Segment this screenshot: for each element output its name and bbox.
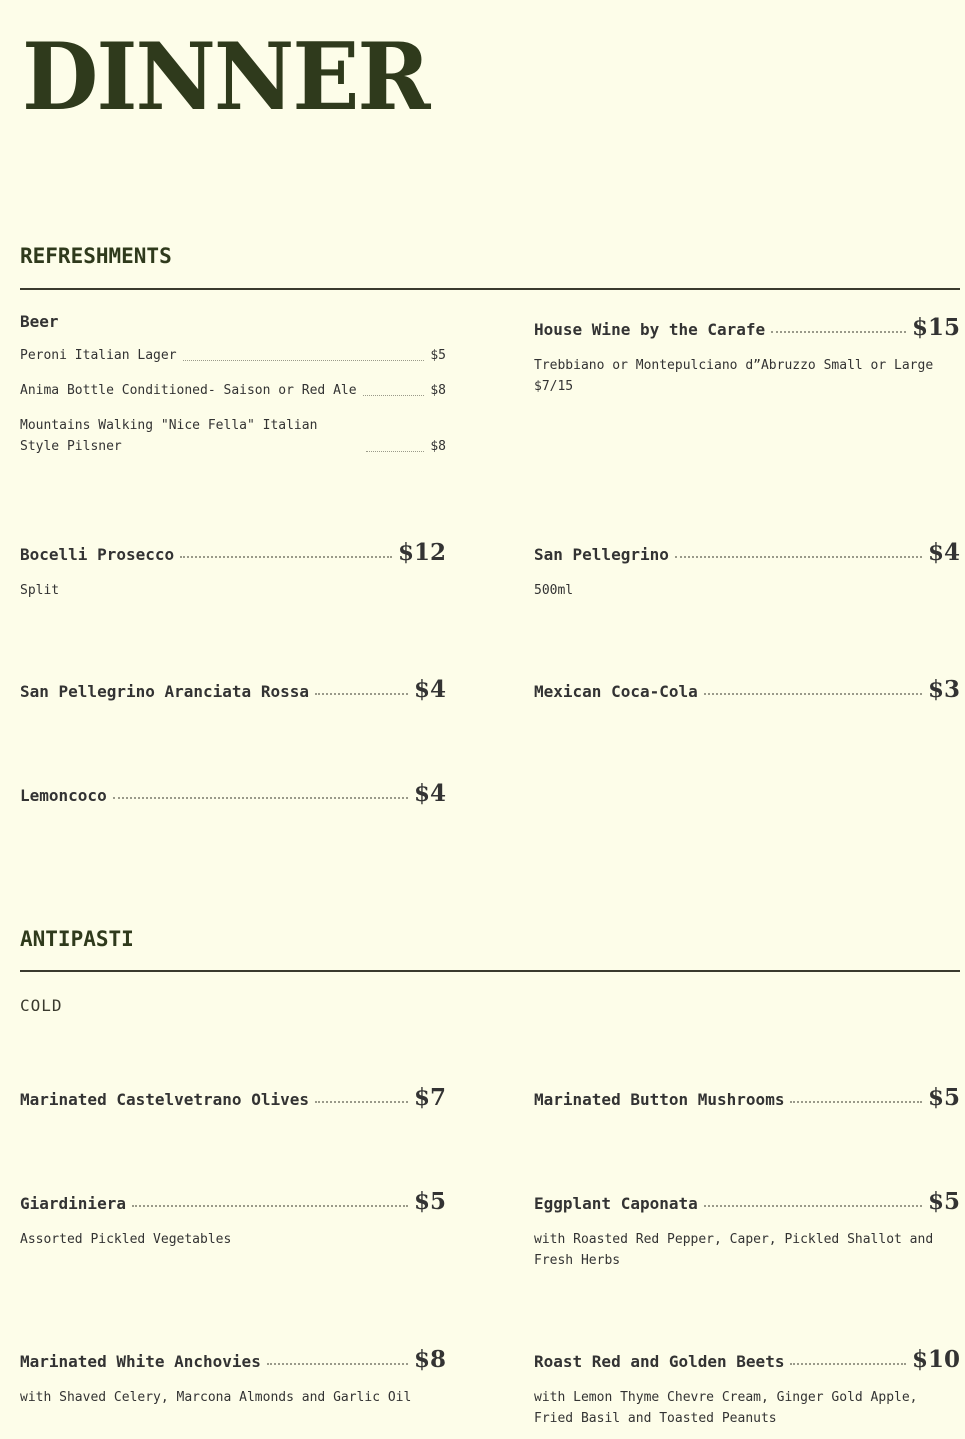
section-divider bbox=[20, 970, 960, 972]
menu-item-house-wine bbox=[534, 314, 960, 397]
item-price: $15 bbox=[911, 314, 960, 341]
item-name: Lemoncoco bbox=[20, 786, 107, 805]
menu-subitem bbox=[20, 345, 446, 366]
dot-leader bbox=[366, 451, 424, 452]
menu-item-coca-cola bbox=[534, 676, 960, 703]
item-price: $5 bbox=[927, 1084, 960, 1111]
dot-leader bbox=[675, 556, 922, 558]
item-name: Roast Red and Golden Beets bbox=[534, 1352, 785, 1371]
item-price: $10 bbox=[911, 1346, 960, 1373]
menu-item-mushrooms bbox=[534, 1084, 960, 1111]
item-price: $5 bbox=[927, 1188, 960, 1215]
subitem-name: Peroni Italian Lager bbox=[20, 348, 177, 363]
item-name: House Wine by the Carafe bbox=[534, 320, 766, 339]
menu-item-caponata bbox=[534, 1188, 960, 1271]
menu-subitem bbox=[20, 415, 446, 457]
item-price: $4 bbox=[413, 780, 446, 807]
dot-leader bbox=[132, 1205, 408, 1207]
dot-leader bbox=[113, 797, 408, 799]
item-name: Giardiniera bbox=[20, 1194, 126, 1213]
item-price: $12 bbox=[397, 539, 446, 566]
item-name: Marinated White Anchovies bbox=[20, 1352, 261, 1371]
dot-leader bbox=[180, 556, 392, 558]
item-description: 500ml bbox=[534, 583, 574, 598]
dot-leader bbox=[315, 693, 408, 695]
menu-item-aranciata bbox=[20, 676, 446, 703]
item-price: $5 bbox=[413, 1188, 446, 1215]
item-name: San Pellegrino Aranciata Rossa bbox=[20, 682, 309, 701]
item-description: Split bbox=[20, 583, 60, 598]
item-description: with Roasted Red Pepper, Caper, Pickled Shallot and Fresh Herbs bbox=[534, 1232, 934, 1268]
dot-leader bbox=[183, 360, 425, 361]
dot-leader bbox=[790, 1101, 922, 1103]
section-divider bbox=[20, 288, 960, 290]
item-name: Eggplant Caponata bbox=[534, 1194, 698, 1213]
menu-item-olives bbox=[20, 1084, 446, 1111]
dot-leader bbox=[790, 1363, 906, 1365]
item-name: Marinated Button Mushrooms bbox=[534, 1090, 785, 1109]
item-name: Marinated Castelvetrano Olives bbox=[20, 1090, 309, 1109]
section-title-antipasti: ANTIPASTI bbox=[20, 927, 134, 951]
subsection-label-cold: COLD bbox=[20, 996, 63, 1015]
menu-group-beer bbox=[20, 312, 446, 457]
menu-subitem bbox=[20, 380, 446, 401]
item-description: with Lemon Thyme Chevre Cream, Ginger Gold Apple, Fried Basil and Toasted Peanuts bbox=[534, 1390, 918, 1426]
subitem-price: $8 bbox=[430, 383, 446, 398]
dot-leader bbox=[771, 331, 906, 333]
menu-item-giardiniera bbox=[20, 1188, 446, 1250]
item-name: San Pellegrino bbox=[534, 545, 669, 564]
menu-item-anchovies bbox=[20, 1346, 446, 1408]
dot-leader bbox=[704, 1205, 922, 1207]
subitem-name: Mountains Walking "Nice Fella" Italian Style Pilsner bbox=[20, 418, 318, 454]
item-description: Trebbiano or Montepulciano d”Abruzzo Small or Large $7/15 bbox=[534, 358, 934, 394]
item-price: $3 bbox=[927, 676, 960, 703]
item-price: $8 bbox=[413, 1346, 446, 1373]
dot-leader bbox=[363, 395, 425, 396]
menu-item-lemoncoco bbox=[20, 780, 446, 807]
dot-leader bbox=[315, 1101, 408, 1103]
menu-item-prosecco bbox=[20, 539, 446, 601]
item-name: Bocelli Prosecco bbox=[20, 545, 175, 564]
section-title-refreshments: REFRESHMENTS bbox=[20, 244, 172, 268]
page-title: DINNER bbox=[22, 21, 429, 131]
menu-item-san-pellegrino bbox=[534, 539, 960, 601]
item-price: $4 bbox=[927, 539, 960, 566]
subitem-price: $8 bbox=[430, 439, 446, 454]
dot-leader bbox=[267, 1363, 408, 1365]
dot-leader bbox=[704, 693, 922, 695]
group-title: Beer bbox=[20, 312, 59, 331]
item-price: $4 bbox=[413, 676, 446, 703]
item-description: with Shaved Celery, Marcona Almonds and Garlic Oil bbox=[20, 1390, 412, 1405]
menu-item-beets bbox=[534, 1346, 960, 1429]
item-name: Mexican Coca-Cola bbox=[534, 682, 698, 701]
item-price: $7 bbox=[413, 1084, 446, 1111]
item-description: Assorted Pickled Vegetables bbox=[20, 1232, 232, 1247]
subitem-name: Anima Bottle Conditioned- Saison or Red Ale bbox=[20, 383, 357, 398]
subitem-price: $5 bbox=[430, 348, 446, 363]
